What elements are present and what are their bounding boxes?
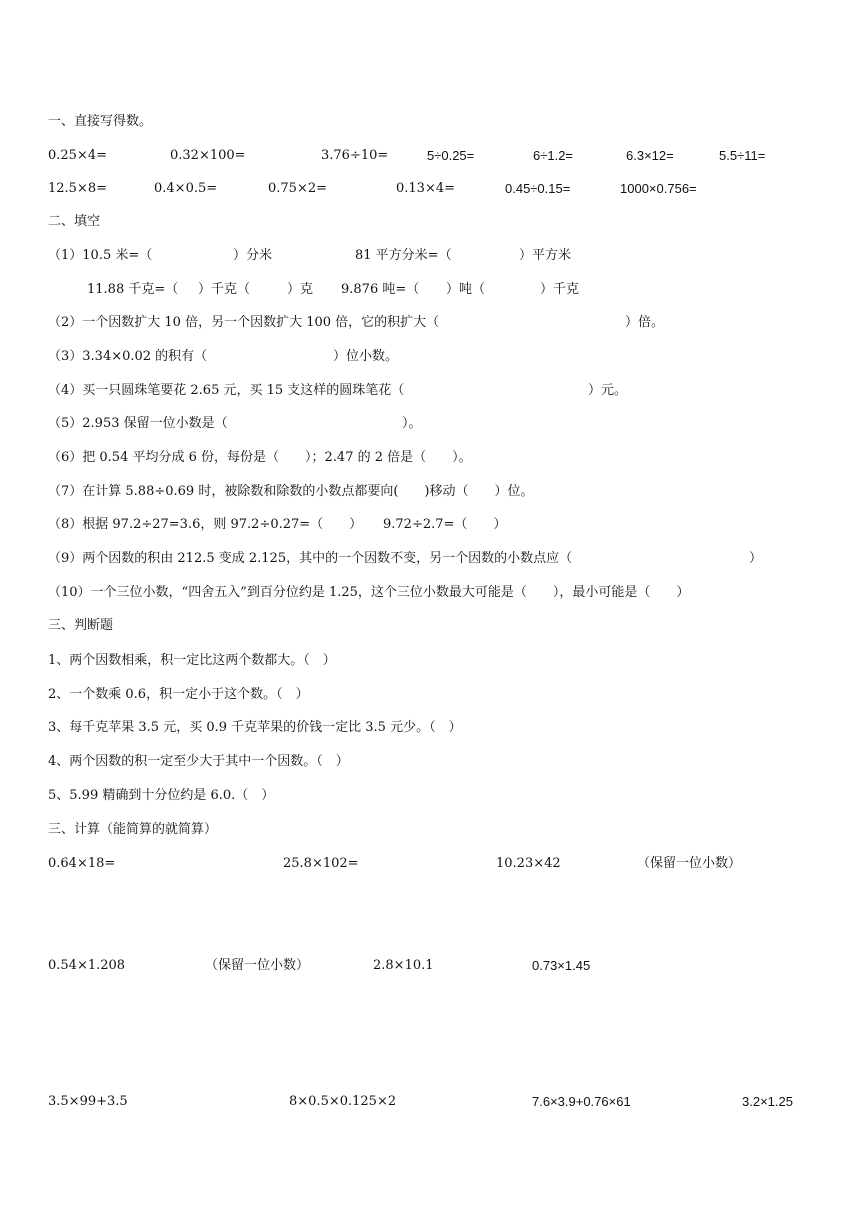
section-title-fill: 二、填空 bbox=[48, 214, 101, 229]
oral-item: 12.5×8= bbox=[48, 181, 108, 196]
fill-question: ）平方米 bbox=[519, 248, 572, 263]
calc-item: （保留一位小数） bbox=[637, 856, 742, 871]
calc-item: 8×0.5×0.125×2 bbox=[289, 1094, 397, 1109]
fill-question: （4）买一只圆珠笔要花 2.65 元，买 15 支这样的圆珠笔花（ bbox=[48, 383, 405, 398]
oral-item: 0.4×0.5= bbox=[154, 181, 218, 196]
calc-item: 25.8×102= bbox=[283, 856, 359, 871]
oral-item: 0.13×4= bbox=[396, 181, 456, 196]
fill-question: ） bbox=[749, 551, 763, 566]
judge-item: 4、两个因数的积一定至少大于其中一个因数。（ ） bbox=[48, 754, 349, 769]
fill-question: （7）在计算 5.88÷0.69 时，被除数和除数的小数点都要向( )移动（ ）位。 bbox=[48, 484, 534, 499]
section-title-judge: 三、判断题 bbox=[48, 618, 114, 633]
calc-item: 2.8×10.1 bbox=[373, 958, 434, 973]
judge-item: 5、5.99 精确到十分位约是 6.0.（ ） bbox=[48, 788, 275, 803]
fill-question: （1）10.5 米=（ bbox=[48, 248, 153, 263]
section-title-oral: 一、直接写得数。 bbox=[48, 114, 153, 129]
fill-question: ）千克（ bbox=[198, 282, 251, 297]
fill-question: （8）根据 97.2÷27=3.6，则 97.2÷0.27=（ ） bbox=[48, 517, 363, 532]
fill-question: 11.88 千克=（ bbox=[87, 282, 179, 297]
fill-question: 9.876 吨=（ bbox=[341, 282, 420, 297]
fill-question: （6）把 0.54 平均分成 6 份，每份是（ ）；2.47 的 2 倍是（ ）。 bbox=[48, 450, 472, 465]
calc-item: 3.2×1.25 bbox=[742, 1094, 793, 1109]
fill-question: 9.72÷2.7=（ ） bbox=[383, 517, 507, 532]
judge-item: 3、每千克苹果 3.5 元，买 0.9 千克苹果的价钱一定比 3.5 元少。（ ） bbox=[48, 720, 462, 735]
judge-item: 2、一个数乘 0.6，积一定小于这个数。（ ） bbox=[48, 687, 309, 702]
fill-question: ）位小数。 bbox=[333, 349, 399, 364]
oral-item: 6.3×12= bbox=[626, 148, 674, 163]
fill-question: ）吨（ bbox=[446, 282, 486, 297]
fill-question: （10）一个三位小数，“四舍五入”到百分位约是 1.25，这个三位小数最大可能是（ ），最小可能是（ ） bbox=[48, 585, 690, 600]
section-title-calc: 三、计算（能简算的就简算） bbox=[48, 822, 218, 837]
fill-question: ）元。 bbox=[588, 383, 628, 398]
fill-question: ）倍。 bbox=[625, 315, 665, 330]
fill-question: ）千克 bbox=[540, 282, 580, 297]
oral-item: 6÷1.2= bbox=[533, 148, 574, 163]
oral-item: 3.76÷10= bbox=[321, 148, 389, 163]
oral-item: 0.45÷0.15= bbox=[505, 181, 571, 196]
fill-question: （9）两个因数的积由 212.5 变成 2.125，其中的一个因数不变，另一个因数的小数点应（ bbox=[48, 551, 573, 566]
oral-item: 5÷0.25= bbox=[427, 148, 475, 163]
oral-item: 0.25×4= bbox=[48, 148, 108, 163]
fill-question: ）。 bbox=[402, 416, 422, 431]
calc-item: 7.6×3.9+0.76×61 bbox=[532, 1094, 631, 1109]
fill-question: ）克 bbox=[287, 282, 314, 297]
calc-item: 3.5×99+3.5 bbox=[48, 1094, 128, 1109]
fill-question: （2）一个因数扩大 10 倍，另一个因数扩大 100 倍，它的积扩大（ bbox=[48, 315, 440, 330]
oral-item: 5.5÷11= bbox=[719, 148, 766, 163]
oral-item: 1000×0.756= bbox=[620, 181, 697, 196]
calc-item: （保留一位小数） bbox=[205, 958, 310, 973]
fill-question: （5）2.953 保留一位小数是（ bbox=[48, 416, 228, 431]
calc-item: 0.54×1.208 bbox=[48, 958, 126, 973]
oral-item: 0.32×100= bbox=[170, 148, 246, 163]
calc-item: 0.73×1.45 bbox=[532, 958, 591, 973]
judge-item: 1、两个因数相乘，积一定比这两个数都大。（ ） bbox=[48, 653, 336, 668]
calc-item: 10.23×42 bbox=[496, 856, 561, 871]
calc-item: 0.64×18= bbox=[48, 856, 116, 871]
fill-question: ）分米 bbox=[233, 248, 273, 263]
oral-item: 0.75×2= bbox=[268, 181, 328, 196]
fill-question: 81 平方分米=（ bbox=[355, 248, 452, 263]
fill-question: （3）3.34×0.02 的积有（ bbox=[48, 349, 208, 364]
